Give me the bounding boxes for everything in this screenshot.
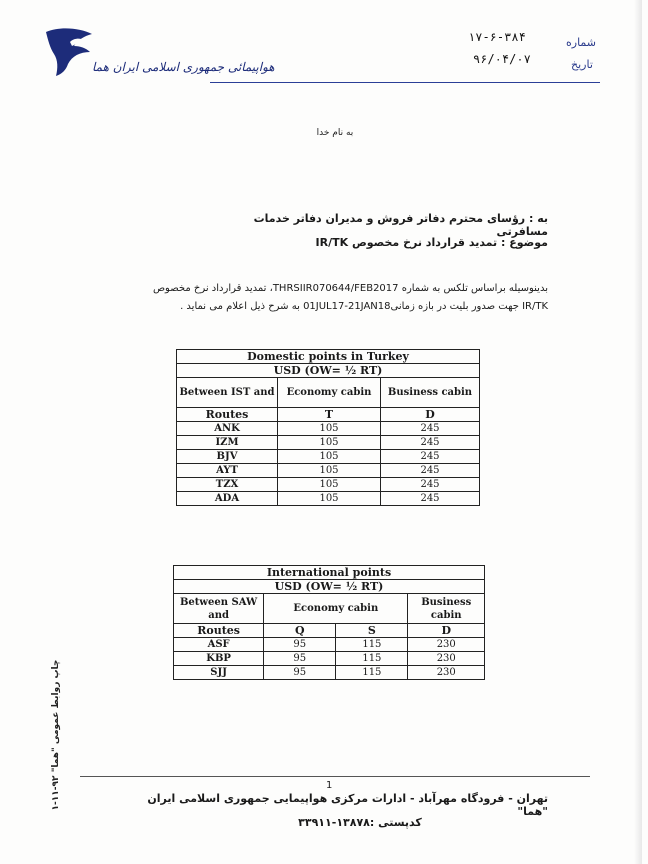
international-fares-table (173, 565, 485, 680)
q-fare: 95 (264, 666, 336, 680)
table-row (174, 652, 485, 666)
letter-number: ۱۷-۶-۳۸۴ (468, 30, 526, 44)
international-economy-class-s: S (336, 624, 408, 638)
page-number: 1 (326, 780, 333, 791)
domestic-business-class: D (381, 408, 480, 422)
table-row (174, 666, 485, 680)
international-economy-class-q: Q (264, 624, 336, 638)
table-row (177, 492, 480, 506)
side-print-note (46, 640, 66, 840)
route-code: AYT (177, 464, 278, 478)
route-code: ADA (177, 492, 278, 506)
business-fare: 245 (381, 422, 480, 436)
economy-fare: 105 (278, 492, 381, 506)
economy-fare: 105 (278, 450, 381, 464)
business-fare: 245 (381, 464, 480, 478)
footer-divider (80, 776, 590, 777)
airline-name: هواپیمائی جمهوری اسلامی ایران هما (92, 60, 275, 74)
table-row (177, 422, 480, 436)
header-divider (210, 82, 600, 83)
footer-address: تهران - فرودگاه مهرآباد - ادارات مرکزی هواپیمایی جمهوری اسلامی ایران "هما" (147, 792, 548, 818)
body-line-1: بدینوسیله براساس تلکس به شماره THRSIIR070644/FEB2017، تمدید قرارداد نرخ مخصوص (152, 283, 548, 294)
homa-logo (40, 22, 275, 86)
route-code: BJV (177, 450, 278, 464)
homa-bird-icon (40, 22, 100, 82)
greeting: به نام خدا (316, 128, 354, 138)
route-code: KBP (174, 652, 264, 666)
d-fare: 230 (408, 638, 485, 652)
s-fare: 115 (336, 638, 408, 652)
international-economy-header: Economy cabin (264, 594, 408, 624)
international-fare-basis: USD (OW= ½ RT) (174, 580, 485, 594)
table-row (177, 478, 480, 492)
route-code: SJJ (174, 666, 264, 680)
table-row (177, 450, 480, 464)
s-fare: 115 (336, 652, 408, 666)
number-label: شماره (566, 36, 597, 49)
business-fare: 245 (381, 478, 480, 492)
domestic-fare-basis: USD (OW= ½ RT) (177, 364, 480, 378)
table-row (177, 436, 480, 450)
business-fare: 245 (381, 450, 480, 464)
q-fare: 95 (264, 638, 336, 652)
business-fare: 245 (381, 492, 480, 506)
route-code: ASF (174, 638, 264, 652)
recipient-line: به : رؤسای محترم دفاتر فروش و مدیران دفاتر خدمات مسافرتی (253, 212, 548, 238)
s-fare: 115 (336, 666, 408, 680)
domestic-fares-table (176, 349, 480, 506)
domestic-title: Domestic points in Turkey (177, 350, 480, 364)
international-title: International points (174, 566, 485, 580)
footer-postal-code: کدپستی :۱۳۸۷۸-۳۳۹۱۱ (298, 816, 422, 829)
international-business-class: D (408, 624, 485, 638)
economy-fare: 105 (278, 422, 381, 436)
international-route-header: Between SAW and (174, 594, 264, 624)
subject-line: موضوع : تمدید قرارداد نرخ مخصوص IR/TK (315, 236, 548, 249)
date-label: تاریخ (571, 58, 593, 71)
domestic-routes-label: Routes (177, 408, 278, 422)
domestic-route-header: Between IST and (177, 378, 278, 408)
route-code: ANK (177, 422, 278, 436)
d-fare: 230 (408, 652, 485, 666)
table-row (177, 464, 480, 478)
domestic-economy-class: T (278, 408, 381, 422)
route-code: IZM (177, 436, 278, 450)
route-code: TZX (177, 478, 278, 492)
business-fare: 245 (381, 436, 480, 450)
side-print-note-text: چاپ روابط عمومی "هما" ۹۲-۱۱-۱ (51, 659, 61, 811)
economy-fare: 105 (278, 464, 381, 478)
page-edge-shadow (634, 0, 642, 864)
q-fare: 95 (264, 652, 336, 666)
domestic-economy-header: Economy cabin (278, 378, 381, 408)
d-fare: 230 (408, 666, 485, 680)
table-row (174, 638, 485, 652)
international-business-header: Business cabin (408, 594, 485, 624)
international-routes-label: Routes (174, 624, 264, 638)
economy-fare: 105 (278, 436, 381, 450)
domestic-business-header: Business cabin (381, 378, 480, 408)
letter-date: ۹۶/۰۴/۰۷ (473, 52, 531, 66)
body-line-2: IR/TK جهت صدور بلیت در بازه زمانی01JUL17-21JAN18 به شرح ذیل اعلام می نماید . (180, 301, 548, 312)
economy-fare: 105 (278, 478, 381, 492)
